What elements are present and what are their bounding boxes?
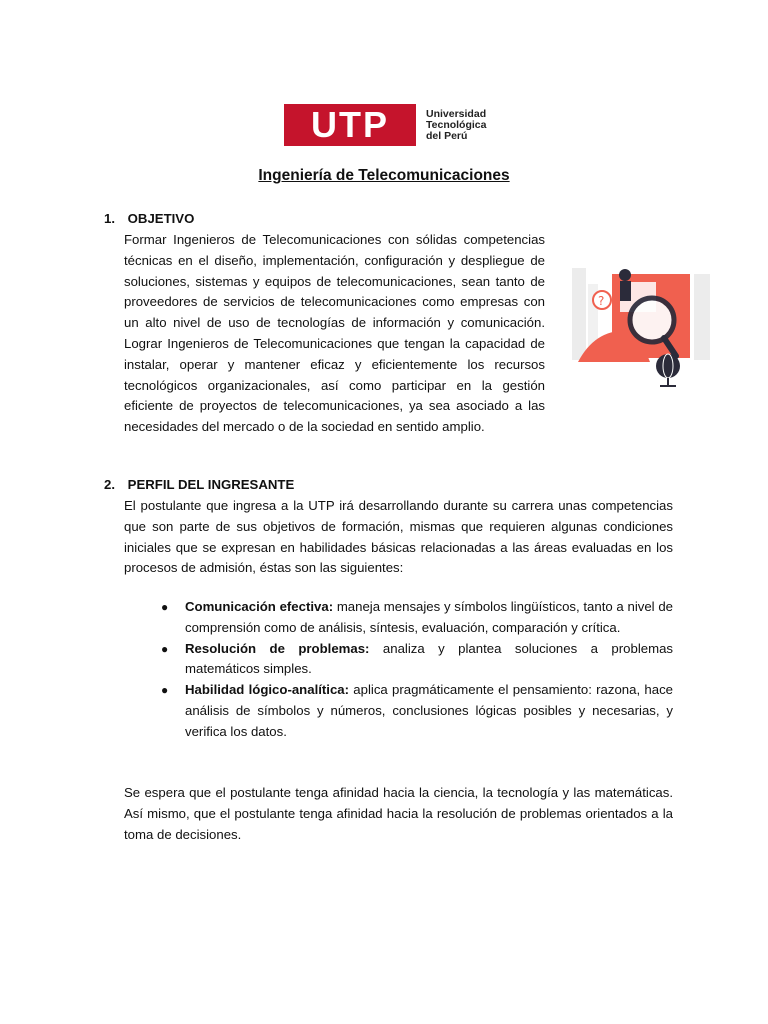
bullet-text: aplica pragmáticamente el pensamiento: razona, hace análisis de símbolos y números, conclusiones lógicas posibles y necesarias, y verifica los datos.: [185, 682, 673, 739]
section-1-text: Formar Ingenieros de Telecomunicaciones con sólidas competencias técnicas en el diseño, implementación, configuración y despliegue de soluciones, sistemas y equipos de telecomunicaciones, sean tanto de proveedores de servicios de telecomunicaciones como empresas con un alto nivel de uso de tecnologías de información y comunicación. Lograr Ingenieros de Telecomunicaciones que tengan la capacidad de instalar, operar y mantener eficaz y eficientemente los recursos tecnológicos organizacionales, así como participar en la gestión eficiente de proyectos de telecomunicaciones, ya sea asociado a las necesidades del mercado o de la sociedad en sentido amplio.: [124, 232, 545, 435]
page-title: Ingeniería de Telecomunicaciones: [258, 167, 510, 184]
section-2-heading: [104, 477, 294, 492]
utp-logo-name: [426, 109, 486, 142]
section-2-title: PERFIL DEL INGRESANTE: [127, 477, 295, 492]
section-1-heading: [104, 211, 194, 226]
research-magnifier-illustration-icon: [568, 244, 718, 394]
logo-name-line-2: Tecnológica: [426, 118, 487, 131]
bullet-term: Comunicación efectiva:: [185, 599, 334, 614]
section-1-number: 1.: [104, 211, 115, 226]
section-2-closing: Se espera que el postulante tenga afinidad hacia la ciencia, la tecnología y las matemáticas. Así mismo, que el postulante tenga afinidad hacia la resolución de problemas orientados a la toma de decisiones.: [124, 785, 673, 842]
logo-name-line-1: Universidad: [426, 107, 487, 120]
section-2-number: 2.: [104, 477, 115, 492]
logo-name-line-3: del Perú: [426, 129, 468, 142]
bullet-icon: ●: [161, 683, 169, 698]
list-item: [161, 680, 673, 742]
list-item: [161, 597, 673, 639]
bullet-icon: ●: [161, 641, 169, 656]
bullet-term: Habilidad lógico-analítica:: [185, 682, 350, 698]
bullet-text: analiza y plantea soluciones a problemas matemáticos simples.: [185, 640, 673, 677]
utp-logo: [284, 104, 486, 146]
skills-list: [161, 597, 673, 743]
bullet-text: maneja mensajes y símbolos lingüísticos, tanto a nivel de comprensión como de análisis, síntesis, evaluación, comparación y crítica.: [185, 599, 673, 635]
section-2-intro: El postulante que ingresa a la UTP irá desarrollando durante su carrera unas competencias que son parte de sus objetivos de formación, mismas que requieren algunas condiciones iniciales que se expresan en habilidades básicas relacionadas a las áreas evaluadas en los procesos de admisión, éstas son las siguientes:: [124, 498, 673, 576]
section-1-title: OBJETIVO: [127, 211, 195, 226]
bullet-term: Resolución de problemas:: [185, 640, 370, 656]
utp-logo-box: [284, 104, 416, 146]
svg-text:?: ?: [598, 294, 605, 308]
utp-logo-letters: UTP: [311, 104, 389, 145]
list-item: [161, 639, 673, 681]
bullet-icon: ●: [161, 600, 169, 614]
